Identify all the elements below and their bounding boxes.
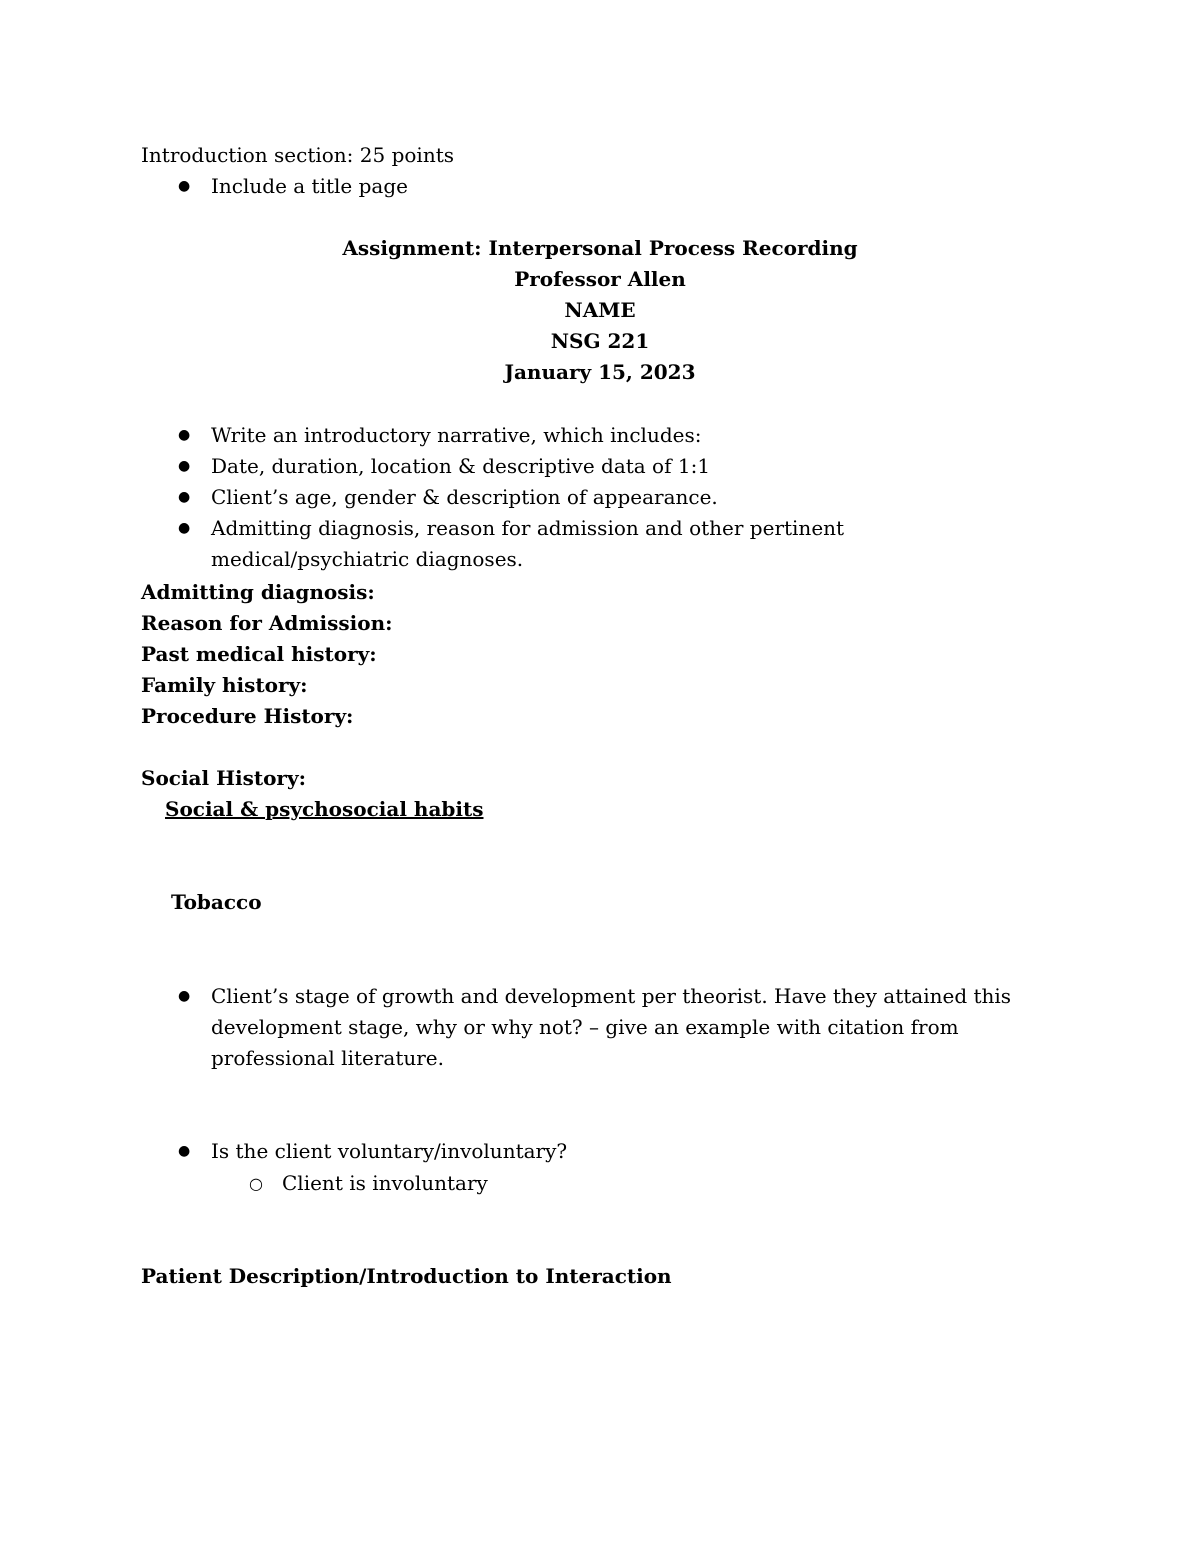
list-item: Admitting diagnosis, reason for admission and other pertinent medical/psychiatric diagnoses. — [211, 516, 845, 571]
social-history-heading: Social History: — [141, 766, 306, 790]
list-item: Write an introductory narrative, which includes: — [211, 423, 702, 447]
professor-name: Professor Allen — [514, 267, 686, 291]
assignment-title: Assignment: Interpersonal Process Recording — [342, 236, 858, 260]
field-family-history: Family history: — [141, 673, 308, 697]
list-item: Is the client voluntary/involuntary? — [211, 1139, 568, 1163]
patient-description-heading: Patient Description/Introduction to Interaction — [141, 1264, 672, 1288]
assignment-date: January 15, 2023 — [504, 360, 696, 384]
list-item: Date, duration, location & descriptive data of 1:1 — [211, 454, 711, 478]
social-habits-subheading: Social & psychosocial habits — [165, 797, 484, 821]
intro-bullet: Include a title page — [211, 174, 408, 198]
field-past-medical-history: Past medical history: — [141, 642, 377, 666]
bullet-icon: ● — [178, 427, 191, 443]
tobacco-label: Tobacco — [171, 890, 262, 914]
bullet-icon: ● — [178, 489, 191, 505]
list-item: Client’s stage of growth and development per theorist. Have they attained this development stage, why or why not? – give an example with citation from professional literature. — [211, 984, 1012, 1070]
field-reason-for-admission: Reason for Admission: — [141, 611, 393, 635]
field-admitting-diagnosis: Admitting diagnosis: — [141, 580, 375, 604]
bullet-icon: ● — [178, 178, 191, 194]
bullet-icon: ● — [178, 458, 191, 474]
course-code: NSG 221 — [550, 329, 650, 353]
sub-list-item: Client is involuntary — [282, 1171, 488, 1195]
bullet-icon: ● — [178, 520, 191, 536]
field-procedure-history: Procedure History: — [141, 704, 354, 728]
bullet-icon: ● — [178, 988, 191, 1004]
list-item: Client’s age, gender & description of appearance. — [211, 485, 718, 509]
student-name: NAME — [564, 298, 636, 322]
circle-bullet-icon: ○ — [249, 1174, 263, 1193]
intro-heading: Introduction section: 25 points — [141, 143, 454, 167]
bullet-icon: ● — [178, 1143, 191, 1159]
